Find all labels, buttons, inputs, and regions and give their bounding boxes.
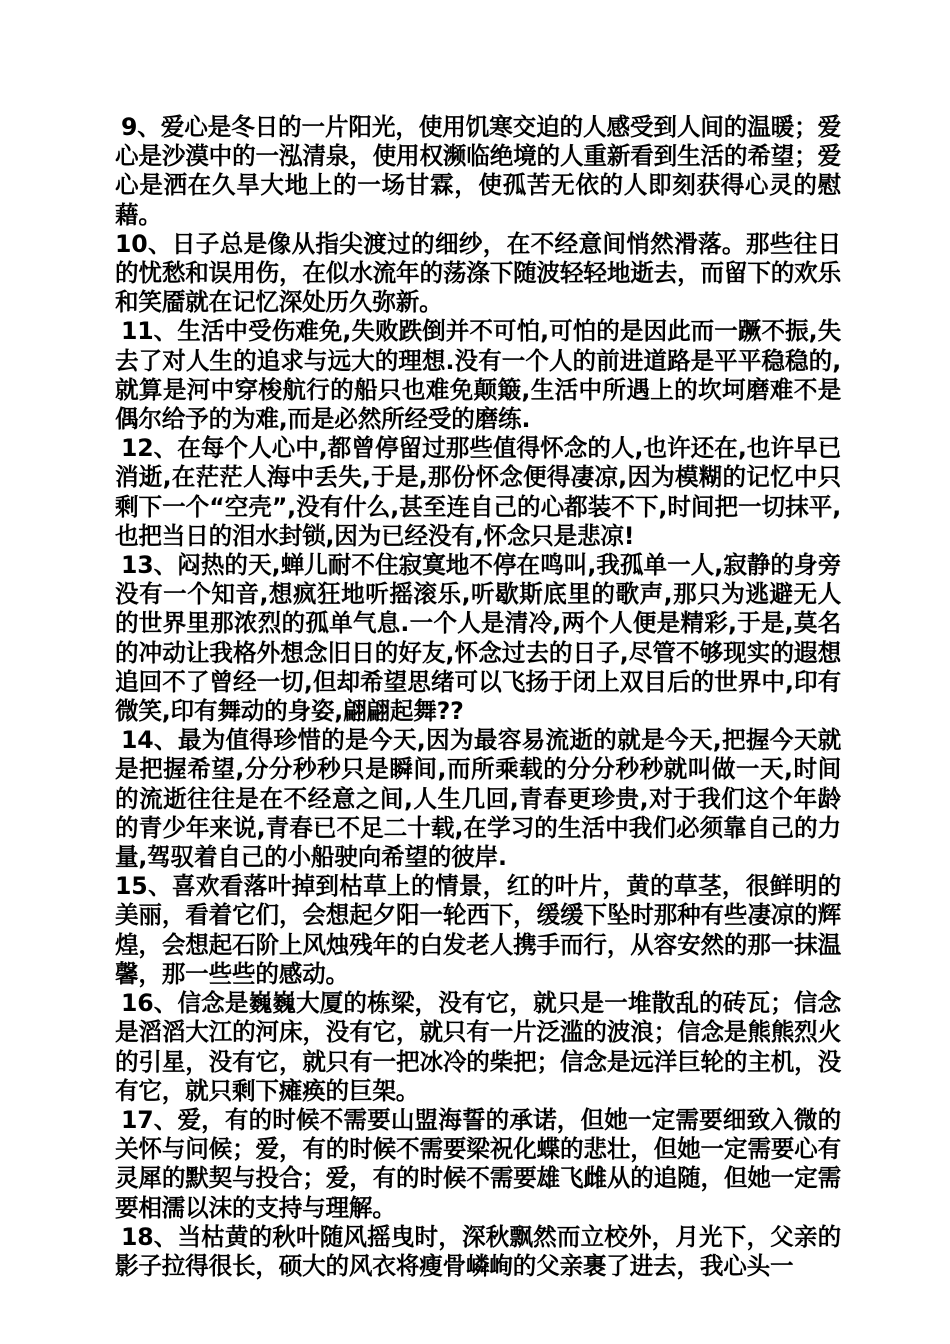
paragraph-18: 18、当枯黄的秋叶随风摇曳时，深秋飘然而立校外，月光下，父亲的影子拉得很长，硕大的风衣将瘦骨嶙峋的父亲裹了进去，我心头一 [115,1222,841,1280]
paragraph-15: 15、喜欢看落叶掉到枯草上的情景，红的叶片，黄的草茎，很鲜明的美丽，看着它们，会想起夕阳一轮西下，缓缓下坠时那种有些凄凉的辉煌，会想起石阶上风烛残年的白发老人携手而行，从容安然的那一抹温馨，那一些些的感动。 [115,872,841,988]
paragraph-10: 10、日子总是像从指尖渡过的细纱，在不经意间悄然滑落。那些往日的忧愁和误用伤，在似水流年的荡涤下随波轻轻地逝去，而留下的欢乐和笑靥就在记忆深处历久弥新。 [115,229,841,317]
paragraph-12: 12、在每个人心中,都曾停留过那些值得怀念的人,也许还在,也许早已消逝,在茫茫人海中丢失,于是,那份怀念便得凄凉,因为模糊的记忆中只剩下一个“空壳”,没有什么,甚至连自己的心都装不下,时间把一切抹平,也把当日的泪水封锁,因为已经没有,怀念只是悲凉! [115,434,841,550]
paragraph-13: 13、闷热的天,蝉儿耐不住寂寞地不停在鸣叫,我孤单一人,寂静的身旁没有一个知音,想疯狂地听摇滚乐,听歇斯底里的歌声,那只为逃避无人的世界里那浓烈的孤单气息.一个人是清冷,两个人便是精彩,于是,莫名的冲动让我格外想念旧日的好友,怀念过去的日子,尽管不够现实的遐想追回不了曾经一切,但却希望思绪可以飞扬于闭上双目后的世界中,印有微笑,印有舞动的身姿,翩翩起舞?? [115,551,841,726]
paragraph-14: 14、最为值得珍惜的是今天,因为最容易流逝的就是今天,把握今天就是把握希望,分分秒秒只是瞬间,而所乘载的分分秒秒就叫做一天,时间的流逝往往是在不经意之间,人生几回,青春更珍贵,对于我们这个年龄的青少年来说,青春已不足二十载,在学习的生活中我们必须靠自己的力量,驾驭着自己的小船驶向希望的彼岸. [115,726,841,872]
paragraph-16: 16、信念是巍巍大厦的栋梁，没有它，就只是一堆散乱的砖瓦；信念是滔滔大江的河床，没有它，就只有一片泛滥的波浪；信念是熊熊烈火的引星，没有它，就只有一把冰冷的柴把；信念是远洋巨轮的主机，没有它，就只剩下瘫痪的巨架。 [115,989,841,1105]
paragraph-17: 17、爱，有的时候不需要山盟海誓的承诺，但她一定需要细致入微的关怀与问候；爱，有的时候不需要梁祝化蝶的悲壮，但她一定需要心有灵犀的默契与投合；爱，有的时候不需要雄飞雌从的追随，但她一定需要相濡以沫的支持与理解。 [115,1105,841,1222]
paragraph-11: 11、生活中受伤难免,失败跌倒并不可怕,可怕的是因此而一蹶不振,失去了对人生的追求与远大的理想.没有一个人的前进道路是平平稳稳的,就算是河中穿梭航行的船只也难免颠簸,生活中所遇上的坎坷磨难不是偶尔给予的为难,而是必然所经受的磨练. [115,317,841,434]
paragraph-9: 9、爱心是冬日的一片阳光，使用饥寒交迫的人感受到人间的温暖；爱心是沙漠中的一泓清泉，使用权濒临绝境的人重新看到生活的希望；爱心是洒在久旱大地上的一场甘霖，使孤苦无依的人即刻获得心灵的慰藉。 [115,113,841,229]
document-body [115,113,841,1281]
